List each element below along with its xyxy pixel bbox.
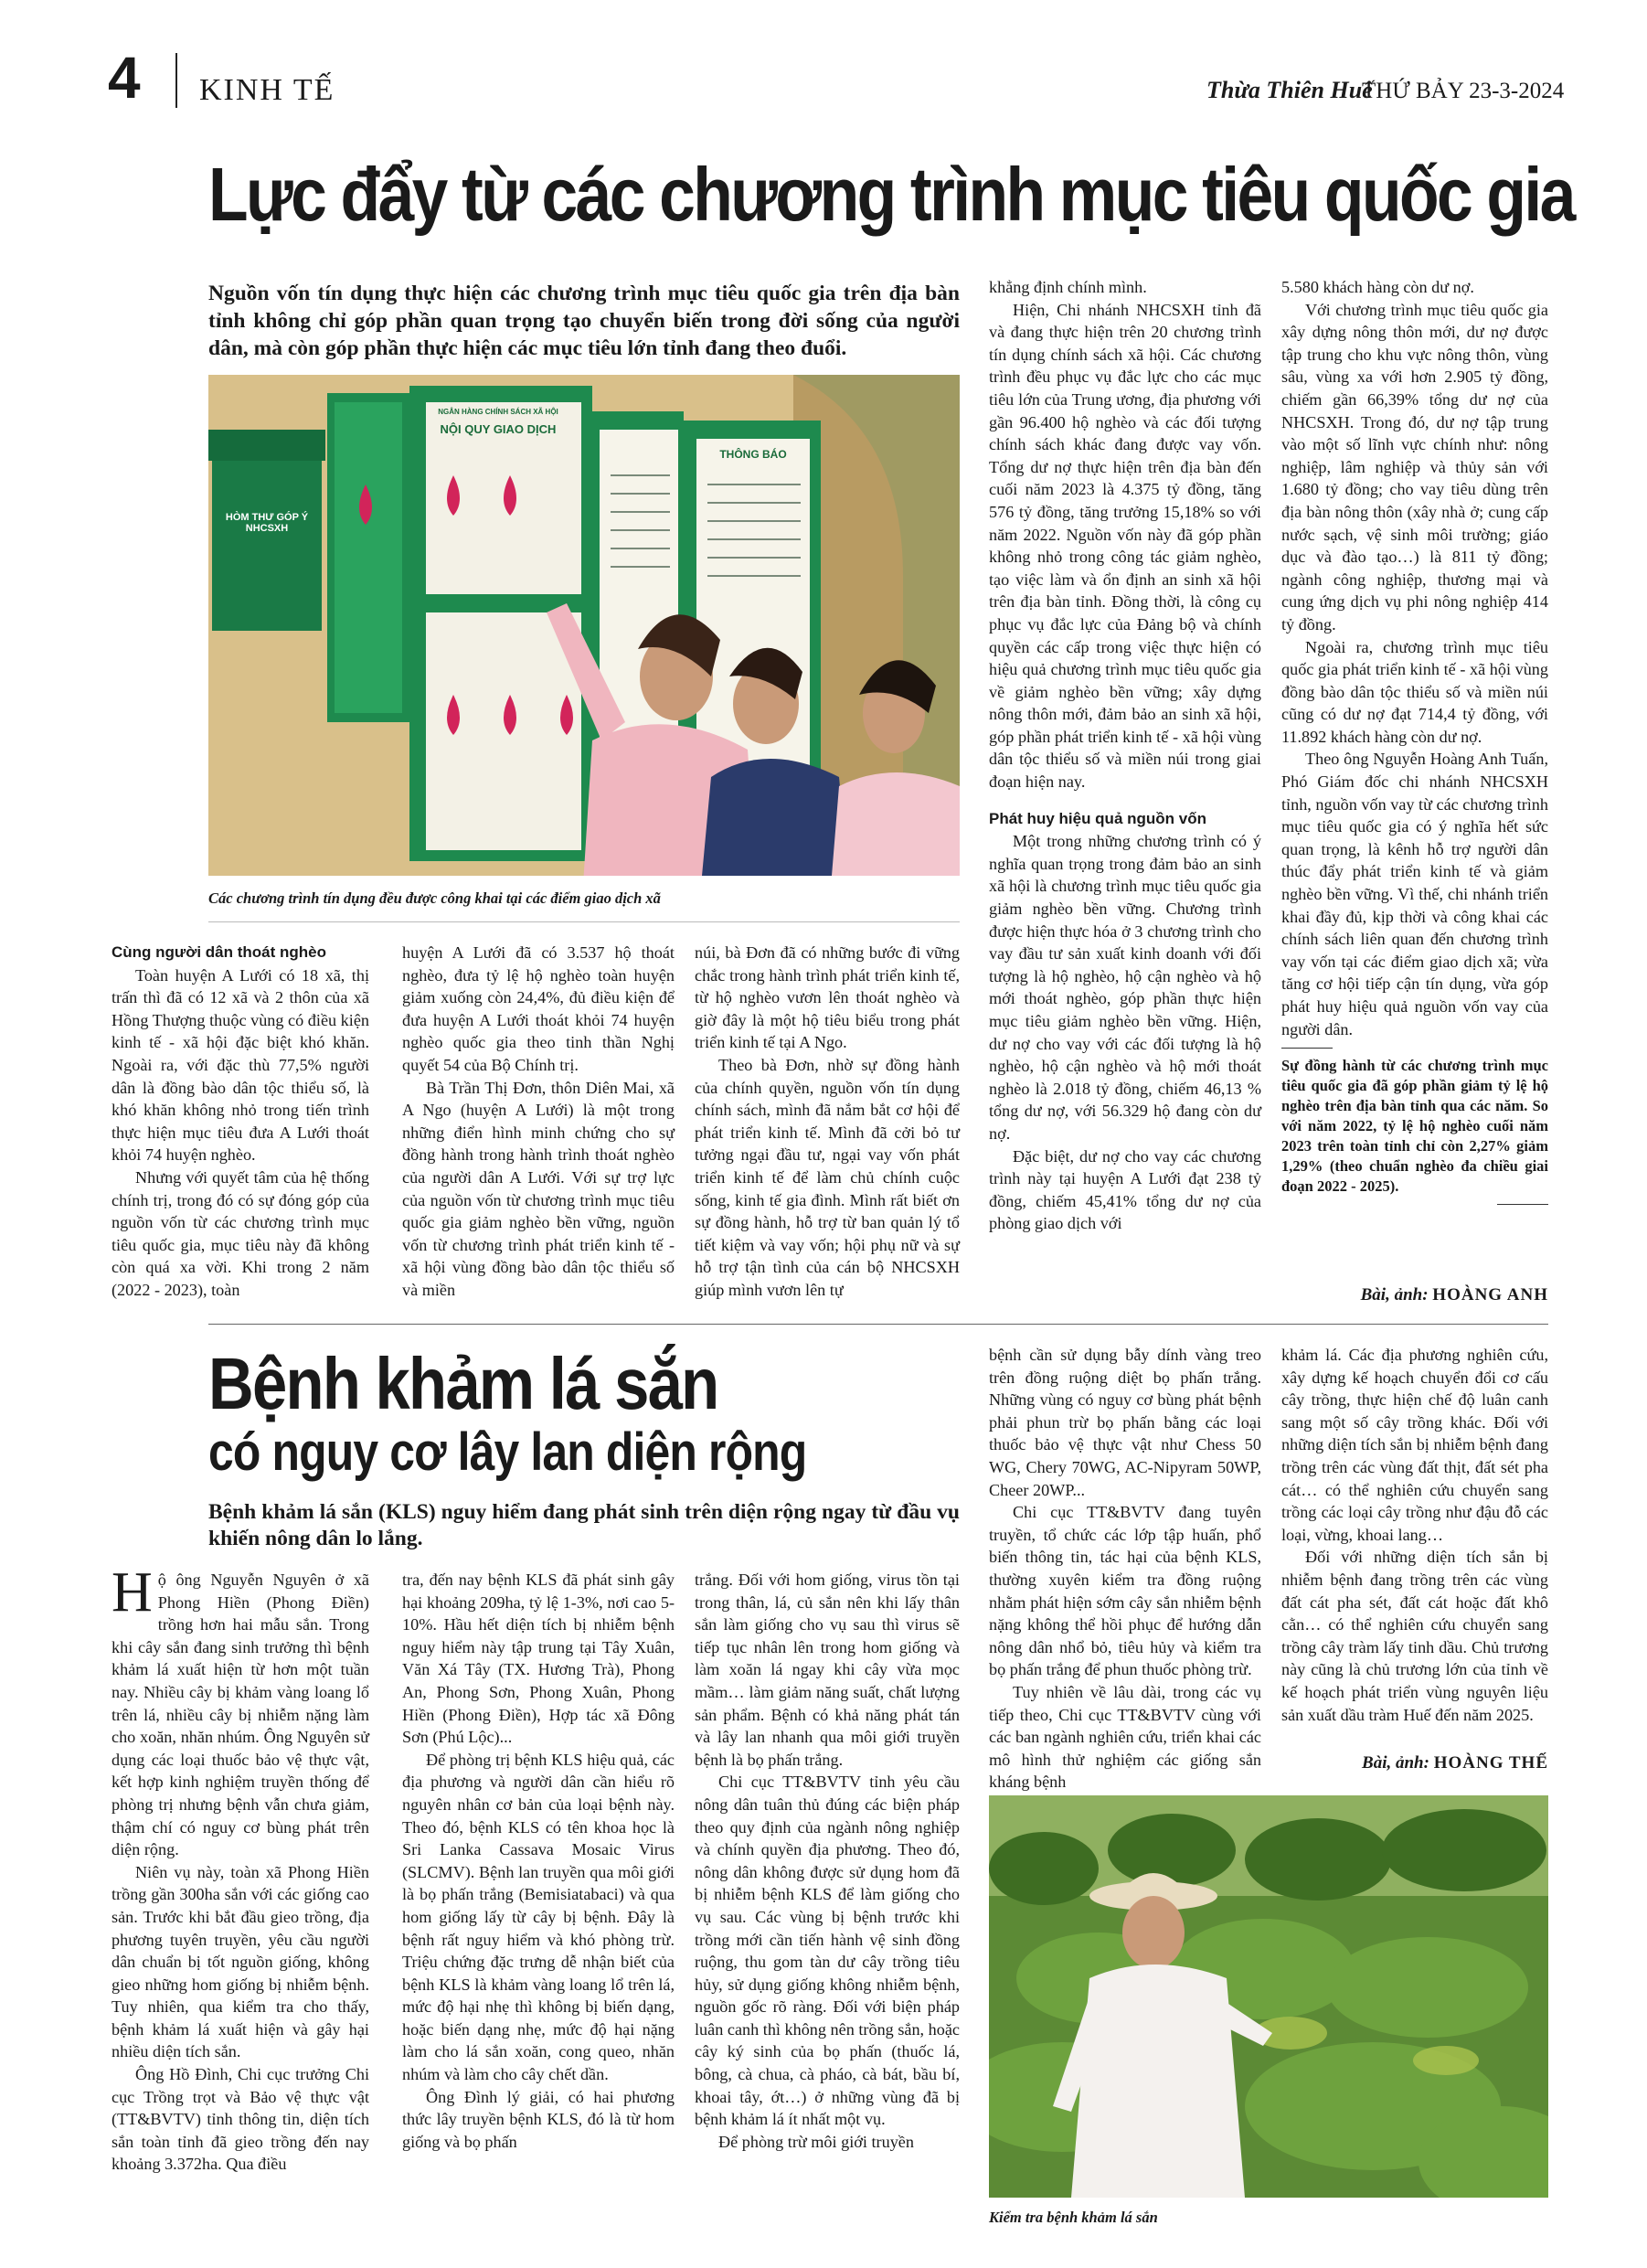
paragraph: Đặc biệt, dư nợ cho vay các chương trình này tại huyện A Lưới đạt 238 tỷ đồng, chiếm 45,41% tổng dư nợ của phòng giao dịch với: [989, 1146, 1261, 1233]
paragraph: Đối với những diện tích sắn bị nhiễm bệnh đang trồng trên các vùng đất cát pha sét, đất cát hoặc đất khô cằn… có thể nghiên cứu chuyển sang trồng cây tràm lấy tinh dầu. Chủ trương này cũng là chủ trương lớn của tỉnh về kế hoạch phát triển vùng nguyên liệu sản xuất dầu tràm Huế đến năm 2025.: [1281, 1548, 1548, 1724]
article2-column-2: [402, 1569, 675, 2153]
paragraph: Với chương trình mục tiêu quốc gia xây dựng nông thôn mới, dư nợ được tập trung cho khu vực nông thôn, vùng sâu, vùng xa với hơn 2.905 tỷ đồng, chiếm gần 66,39% tổng dư nợ của NHCSXH. Trong đó, dư nợ tập trung vào một số lĩnh vực chính như: nông nghiệp, lâm nghiệp và thủy sản với 1.680 tỷ đồng; cho vay tiêu dùng trên địa bàn nông thôn (xây nhà ở; cung cấp nước sạch, vệ sinh môi trường; giáo dục và đào tạo…) là 811 tỷ đồng; ngành công nghiệp, thương mại và cung ứng dịch vụ phi nông nghiệp 414 tỷ đồng.: [1281, 300, 1548, 634]
paragraph: Chi cục TT&BVTV đang tuyên truyền, tổ chức các lớp tập huấn, phổ biến thông tin, tác hại của bệnh KLS, thường xuyên kiểm tra đồng ruộng nhằm phát hiện sớm cây sắn nhiễm bệnh nặng không thể hồi phục để hướng dẫn nông dân nhổ bỏ, tiêu hủy và kiểm tra bọ phấn trắng để phun thuốc phòng trừ.: [989, 1503, 1261, 1679]
photo-sign-rules: NỘI QUY GIAO DỊCH: [440, 422, 557, 436]
paragraph: Ông Hồ Đình, Chi cục trưởng Chi cục Trồng trọt và Bảo vệ thực vật (TT&BVTV) tỉnh thông tin, diện tích sắn toàn tỉnh đã gieo trồng đến nay khoảng 3.372ha. Qua điều: [112, 2065, 369, 2174]
paragraph: Bà Trần Thị Đơn, thôn Diên Mai, xã A Ngo (huyện A Lưới) là một trong những điển hình minh chứng cho sự đồng hành trong hành trình thoát nghèo của người dân A Lưới. Với sự trợ lực của nguồn vốn từ chương trình mục tiêu quốc gia giảm nghèo bền vững, nguồn vốn từ chương trình phát triển kinh tế - xã hội vùng đồng bào dân tộc thiểu số và miền: [402, 1078, 675, 1299]
article2-column-4: [989, 1344, 1261, 1794]
article2-sapo: Bệnh khảm lá sắn (KLS) nguy hiểm đang phát sinh trên diện rộng ngay từ đầu vụ khiến nông dân lo lắng.: [208, 1500, 960, 1550]
paragraph: khẳng định chính mình.: [989, 278, 1147, 296]
paragraph: Niên vụ này, toàn xã Phong Hiền trồng gần 300ha sắn với các giống cao sản. Trước khi bắt đầu gieo trồng, địa phương tuyên truyền, yêu cầu người dân chuẩn bị tốt nguồn giống, không gieo những hom giống bị nhiễm bệnh. Tuy nhiên, qua kiểm tra cho thấy, bệnh khảm lá xuất hiện và gây hại nhiều diện tích sắn.: [112, 1862, 369, 2061]
cassava-field-photo: [989, 1795, 1548, 2198]
paragraph: trắng. Đối với hom giống, virus tồn tại trong thân, lá, củ sắn nên khi lấy thân sắn làm giống cho vụ sau thì virus sẽ tiếp tục nhân lên trong hom giống và làm xoăn lá ngay khi cây vừa mọc mầm… làm giảm năng suất, chất lượng sản phẩm. Bệnh có khả năng phát tán và lây lan nhanh qua môi giới truyền bệnh là bọ phấn trắng.: [695, 1571, 960, 1769]
article1-column-4: [989, 276, 1261, 1235]
paragraph: Nhưng với quyết tâm của hệ thống chính trị, trong đó có sự đóng góp của nguồn vốn từ các chương trình mục tiêu quốc gia, mục tiêu này đã không còn quá xa vời. Khi trong 2 năm (2022 - 2023), toàn: [112, 1167, 369, 1299]
byline-name: HOÀNG THẾ: [1433, 1753, 1548, 1773]
paragraph: 5.580 khách hàng còn dư nợ.: [1281, 278, 1474, 296]
photo-sign-notice: THÔNG BÁO: [719, 448, 787, 461]
article-separator: [208, 1324, 1548, 1325]
paragraph: Theo bà Đơn, nhờ sự đồng hành của chính quyền, nguồn vốn tín dụng chính sách, mình đã nắm bắt cơ hội để phát triển kinh tế. Mình đã cởi bỏ tư tưởng ngại đầu tư, ngại vay vốn phát triển kinh tế để làm chủ chính cuộc sống, kinh tế gia đình. Mình rất biết ơn sự đồng hành, hỗ trợ từ ban quản lý tổ tiết kiệm và vay vốn; hội phụ nữ và sự hỗ trợ tận tình của cán bộ NHCSXH giúp mình vươn lên tự: [695, 1055, 960, 1299]
article1-photo-caption: Các chương trình tín dụng đều được công khai tại các điểm giao dịch xã: [208, 889, 661, 907]
article1-subhead-1: Cùng người dân thoát nghèo: [112, 943, 326, 961]
photo-mailbox-label: HÒM THƯ GÓP Ý NHCSXH: [225, 512, 309, 534]
article1-sapo: Nguồn vốn tín dụng thực hiện các chương trình mục tiêu quốc gia trên địa bàn tỉnh không chỉ góp phần quan trọng tạo chuyển biến trong đời sống của người dân, mà còn góp phần thực hiện các mục tiêu lớn tỉnh đang theo đuổi.: [208, 282, 960, 360]
paragraph: Toàn huyện A Lưới có 18 xã, thị trấn thì đã có 12 xã và 2 thôn của xã Hồng Thượng thuộc vùng có điều kiện kinh tế - xã hội đặc biệt khó khăn. Ngoài ra, với đặc thù 77,5% người dân là đồng bào dân tộc thiểu số, là khó khăn không nhỏ trong tiến trình thực hiện mục tiêu đưa A Lưới thoát khỏi 74 huyện nghèo.: [112, 965, 369, 1165]
byline-prefix: Bài, ảnh:: [1362, 1753, 1429, 1773]
paragraph: khảm lá. Các địa phương nghiên cứu, xây dựng kế hoạch chuyển đổi cơ cấu cây trồng, thực hiện chế độ luân canh sang một số cây trồng khác. Đối với những diện tích sắn bị nhiễm bệnh đang trồng trên các vùng đất thịt, đất sét pha cát… có thể nghiên cứu chuyển sang trồng các loại cây trồng như đậu đỗ các loại, vừng, khoai lang…: [1281, 1346, 1548, 1544]
article2-headline-line-1: Bệnh khảm lá sắn: [208, 1343, 718, 1424]
paragraph: Chi cục TT&BVTV tỉnh yêu cầu nông dân tuân thủ đúng các biện pháp theo quy định của ngành nông nghiệp và chính quyền địa phương. Theo đó, nông dân không được sử dụng hom đã bị nhiễm bệnh KLS để làm giống cho vụ sau. Các vùng bị bệnh trước khi trồng mới cần tiến hành vệ sinh đồng ruộng, thu gom tàn dư cây trồng tiêu hủy, sử dụng giống không nhiễm bệnh, nguồn gốc rõ ràng. Đối với biện pháp luân canh thì không nên trồng sắn, hoặc cây ký sinh của bọ phấn (thuốc lá, bông, cà chua, cà pháo, cà bát, bầu bí, khoai tây, ớt…) ở những vùng đã bị bệnh khảm lá ít nhất một vụ.: [695, 1773, 960, 2129]
article1-headline: Lực đẩy từ các chương trình mục tiêu quốc gia: [208, 152, 1574, 237]
article2-photo: [989, 1795, 1548, 2198]
paragraph: huyện A Lưới đã có 3.537 hộ thoát nghèo, đưa tỷ lệ hộ nghèo toàn huyện giảm xuống còn 24,4%, đủ điều kiện để đưa huyện A Lưới thoát khỏi 74 huyện nghèo quốc gia theo tinh thần Nghị quyết 54 của Bộ Chính trị.: [402, 943, 675, 1074]
article1-column-3: [695, 942, 960, 1302]
article2-column-1: [112, 1561, 369, 2176]
caption-divider: [208, 921, 960, 922]
article1-photo: [208, 375, 960, 876]
paragraph: Theo ông Nguyễn Hoàng Anh Tuấn, Phó Giám đốc chi nhánh NHCSXH tỉnh, nguồn vốn vay từ các chương trình mục tiêu quốc gia có ý nghĩa hết sức quan trọng, là kênh hỗ trợ người dân thúc đẩy phát triển kinh tế và giảm nghèo bền vững. Vì thế, chi nhánh triển khai đầy đủ, kịp thời và công khai các chính sách liên quan đến chương trình vay vốn tại các điểm giao dịch xã; vừa tăng cơ hội tiếp cận tín dụng, vừa góp phát huy hiệu quả nguồn vốn vay của người dân.: [1281, 750, 1548, 1038]
paragraph: Một trong những chương trình có ý nghĩa quan trọng trong đảm bảo an sinh xã hội là chương trình mục tiêu quốc gia giảm nghèo bền vững. Chương trình được hiện thực hóa ở 3 chương trình cho vay đầu tư sản xuất kinh doanh với đối tượng là hộ nghèo, hộ cận nghèo và hộ mới thoát nghèo, góp phần thực hiện mục tiêu giảm nghèo bền vững. Hiện, dư nợ cho vay với các đối tượng là hộ nghèo, hộ cận nghèo và hộ mới thoát nghèo là 2.018 tỷ đồng, chiếm 46,13 % tổng dư nợ, với 56.329 hộ đang còn dư nợ.: [989, 832, 1261, 1143]
dropcap: H: [112, 1561, 153, 1624]
article1-sidebox: Sự đồng hành từ các chương trình mục tiêu quốc gia đã góp phần giảm tỷ lệ hộ nghèo trên địa bàn tỉnh qua các năm. So với năm 2022, tỷ lệ hộ nghèo cuối năm 2023 trên toàn tỉnh chỉ còn 2,27% giảm 1,29% (theo chuẩn nghèo đa chiều giai đoạn 2022 - 2025).: [1281, 1057, 1548, 1196]
paragraph: Ngoài ra, chương trình mục tiêu quốc gia phát triển kinh tế - xã hội vùng đồng bào dân tộc thiểu số và miền núi cũng có dư nợ đạt 714,4 tỷ đồng, với 11.892 khách hàng còn dư nợ.: [1281, 637, 1548, 746]
sidebox-rule-top: [1281, 1048, 1333, 1049]
paragraph: Hiện, Chi nhánh NHCSXH tỉnh đã và đang thực hiện trên 20 chương trình tín dụng chính sách xã hội. Các chương trình đều phục vụ đắc lực cho các mục tiêu lớn của Trung ương, địa phương với gần 96.400 hộ nghèo và các đối tượng chính sách khác đang được vay vốn. Tổng dư nợ thực hiện trên địa bàn đến cuối năm 2023 là 4.375 tỷ đồng, tăng 576 tỷ đồng, tăng trưởng 15,18% so với năm 2022. Nguồn vốn này đã góp phần không nhỏ trong công tác giảm nghèo, tạo việc làm và ổn định an sinh xã hội trên địa bàn tỉnh. Đồng thời, là công cụ phục vụ đắc lực của Đảng bộ và chính quyền các cấp trong việc thực hiện có hiệu quả chương trình mục tiêu quốc gia về giảm nghèo bền vững; xây dựng nông thôn mới, đảm bảo an sinh xã hội, góp phần phát triển kinh tế - xã hội vùng dân tộc thiểu số và miền núi trong giai đoạn hiện nay.: [989, 300, 1261, 792]
paragraph: Để phòng trị bệnh KLS hiệu quả, các địa phương và người dân cần hiểu rõ nguyên nhân cơ bản của loại bệnh này. Theo đó, bệnh KLS có tên khoa học là Sri Lanka Cassava Mosaic Virus (SLCMV). Bệnh lan truyền qua môi giới là bọ phấn trắng (Bemisiatabaci) và qua hom giống lấy từ cây bị bệnh. Đây là bệnh rất nguy hiểm và khó phòng trừ. Triệu chứng đặc trưng dễ nhận biết của bệnh KLS là khảm vàng loang lổ trên lá, mức độ hại nhẹ thì không bị biến dạng, hoặc biến dạng nhẹ, mức độ hại nặng làm cho lá sắn xoăn, cong queo, nhăn nhúm và làm cho cây chết dần.: [402, 1750, 675, 2084]
article2-headline-line-2: có nguy cơ lây lan diện rộng: [208, 1422, 807, 1482]
paragraph: [112, 1561, 369, 1861]
article2-column-3: [695, 1569, 960, 2153]
photo-sign-bank-name: NGÂN HÀNG CHÍNH SÁCH XÃ HỘI: [438, 408, 558, 416]
page-number: 4: [108, 45, 141, 111]
sidebox-rule-bottom: [1497, 1204, 1548, 1205]
article1-subhead-2: Phát huy hiệu quả nguồn vốn: [989, 809, 1206, 827]
paragraph: Ông Đình lý giải, có hai phương thức lây truyền bệnh KLS, đó là từ hom giống và bọ phấn: [402, 2087, 675, 2151]
paragraph: tra, đến nay bệnh KLS đã phát sinh gây hại khoảng 209ha, tỷ lệ 1-3%, nơi cao 5-10%. Hầu hết diện tích bị nhiễm bệnh nguy hiểm này tập trung tại Tây Xuân, Văn Xá Tây (TX. Hương Trà), Phong An, Phong Sơn, Phong Xuân, Phong Hiền (Phong Điền), Hợp tác xã Đông Sơn (Phú Lộc)...: [402, 1571, 675, 1747]
article1-column-1: [112, 942, 369, 1302]
notice-board-photo: [208, 375, 960, 876]
article2-photo-caption: Kiểm tra bệnh khảm lá sắn: [989, 2209, 1158, 2226]
paper-name: Thừa Thiên Huế: [1206, 77, 1373, 103]
article1-byline: [1281, 1285, 1548, 1305]
section-name: KINH TẾ: [199, 73, 335, 107]
article2-column-5: [1281, 1344, 1548, 1726]
paragraph: bệnh cần sử dụng bẫy dính vàng treo trên đồng ruộng diệt bọ phấn trắng. Những vùng có nguy cơ bùng phát bệnh phải phun trừ bọ phấn bằng các loại thuốc bảo vệ thực vật như Chess 50 WG, Chery 70WG, AC-Nipyram 50WP, Cheer 20WP...: [989, 1346, 1261, 1499]
article1-column-2: [402, 942, 675, 1302]
paragraph: Để phòng trừ môi giới truyền: [718, 2132, 914, 2151]
article1-column-5: [1281, 276, 1548, 1205]
byline-name: HOÀNG ANH: [1432, 1285, 1548, 1304]
paragraph: Tuy nhiên về lâu dài, trong các vụ tiếp theo, Chi cục TT&BVTV cùng với các ban ngành nghiên cứu, triển khai các mô hình thử nghiệm các giống sắn kháng bệnh: [989, 1682, 1261, 1792]
header-divider-vertical: [175, 53, 177, 108]
paragraph: núi, bà Đơn đã có những bước đi vững chắc trong hành trình phát triển kinh tế, từ hộ nghèo vươn lên thoát nghèo và giờ đây là một hộ tiêu biểu trong phát triển kinh tế tại A Ngo.: [695, 943, 960, 1052]
byline-prefix: Bài, ảnh:: [1360, 1285, 1429, 1304]
issue-date: THỨ BẢY 23-3-2024: [1362, 79, 1565, 103]
article2-byline: [1281, 1753, 1548, 1773]
first-paragraph-text: ộ ông Nguyễn Nguyên ở xã Phong Hiền (Phong Điền) trồng hơn hai mẫu sắn. Trong khi cây sắn đang sinh trưởng thì bệnh khảm lá xuất hiện từ hơn một tuần nay. Nhiều cây bị khảm vàng loang lổ trên lá, nhiều cây bị nhiễm nặng làm cho xoăn, nhăn nhúm. Ông Nguyên sử dụng các loại thuốc bảo vệ thực vật, kết hợp kinh nghiệm truyền thống để phòng trị nhưng bệnh vẫn chưa giảm, thậm chí có nguy cơ bùng phát trên diện rộng.: [112, 1571, 369, 1859]
